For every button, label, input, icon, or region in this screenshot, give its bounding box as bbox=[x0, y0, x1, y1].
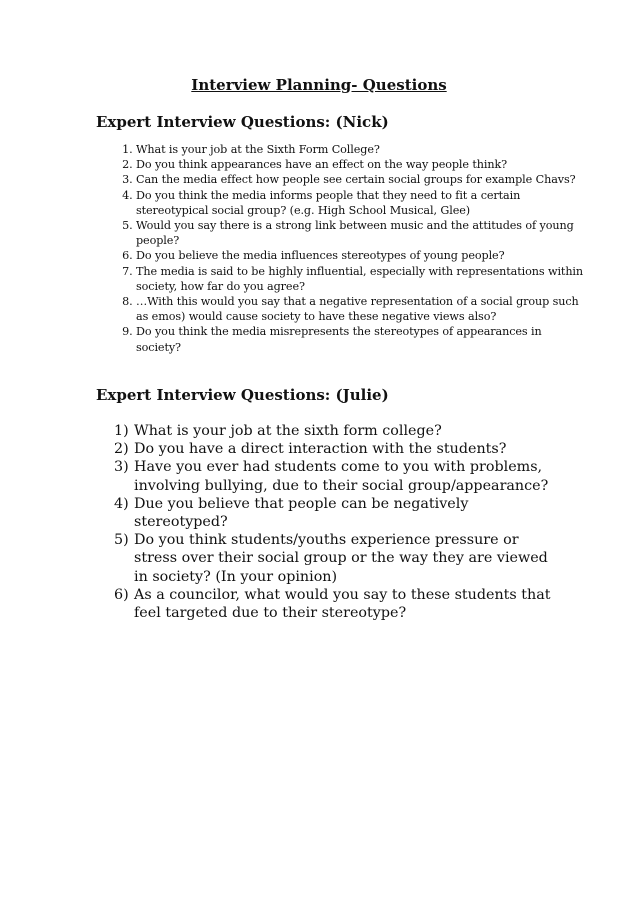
julie-question-number: 4) bbox=[114, 495, 129, 512]
julie-question-text: What is your job at the sixth form college? bbox=[134, 423, 442, 439]
nick-question: 2. Do you think appearances have an effect on the way people think? bbox=[136, 157, 586, 172]
nick-question: 1. What is your job at the Sixth Form College? bbox=[136, 142, 586, 157]
nick-question: 5. Would you say there is a strong link between music and the attitudes of young people? bbox=[136, 218, 586, 248]
julie-question-text: Due you believe that people can be negatively stereotyped? bbox=[134, 495, 469, 531]
nick-question: 6. Do you believe the media influences stereotypes of young people? bbox=[136, 248, 586, 263]
julie-question-text: Do you think students/youths experience pressure or stress over their social group or the way they are viewed in society? (In your opinion) bbox=[134, 532, 548, 585]
nick-section-heading: Expert Interview Questions: (Nick) bbox=[96, 113, 389, 131]
julie-question bbox=[96, 422, 566, 440]
julie-question bbox=[96, 458, 566, 494]
julie-question-number: 2) bbox=[114, 441, 129, 458]
julie-question-number: 1) bbox=[114, 423, 129, 439]
julie-section-heading: Expert Interview Questions: (Julie) bbox=[96, 386, 389, 404]
nick-question: 3. Can the media effect how people see certain social groups for example Chavs? bbox=[136, 172, 586, 187]
julie-question-list bbox=[96, 422, 566, 622]
julie-question-text: As a councilor, what would you say to these students that feel targeted due to their stereotype? bbox=[134, 586, 551, 622]
nick-question: 8. …With this would you say that a negative representation of a social group such as emos) would cause society to have these negative views also? bbox=[136, 294, 586, 324]
julie-question-number: 6) bbox=[114, 586, 129, 603]
nick-question-list bbox=[96, 142, 586, 355]
julie-question bbox=[96, 531, 566, 586]
julie-question bbox=[96, 440, 566, 458]
julie-question-text: Have you ever had students come to you with problems, involving bullying, due to their social group/appearance? bbox=[134, 459, 549, 494]
nick-question: 7. The media is said to be highly influential, especially with representations within society, how far do you agree? bbox=[136, 264, 586, 294]
nick-question: 4. Do you think the media informs people that they need to fit a certain stereotypical social group? (e.g. High School Musical, Glee) bbox=[136, 188, 586, 218]
julie-question-text: Do you have a direct interaction with the students? bbox=[134, 441, 507, 458]
julie-question-number: 5) bbox=[114, 532, 129, 549]
nick-question: 9. Do you think the media misrepresents the stereotypes of appearances in society? bbox=[136, 324, 586, 354]
julie-question bbox=[96, 586, 566, 622]
document-title: Interview Planning- Questions bbox=[191, 76, 447, 94]
julie-question bbox=[96, 495, 566, 531]
julie-question-number: 3) bbox=[114, 459, 129, 476]
